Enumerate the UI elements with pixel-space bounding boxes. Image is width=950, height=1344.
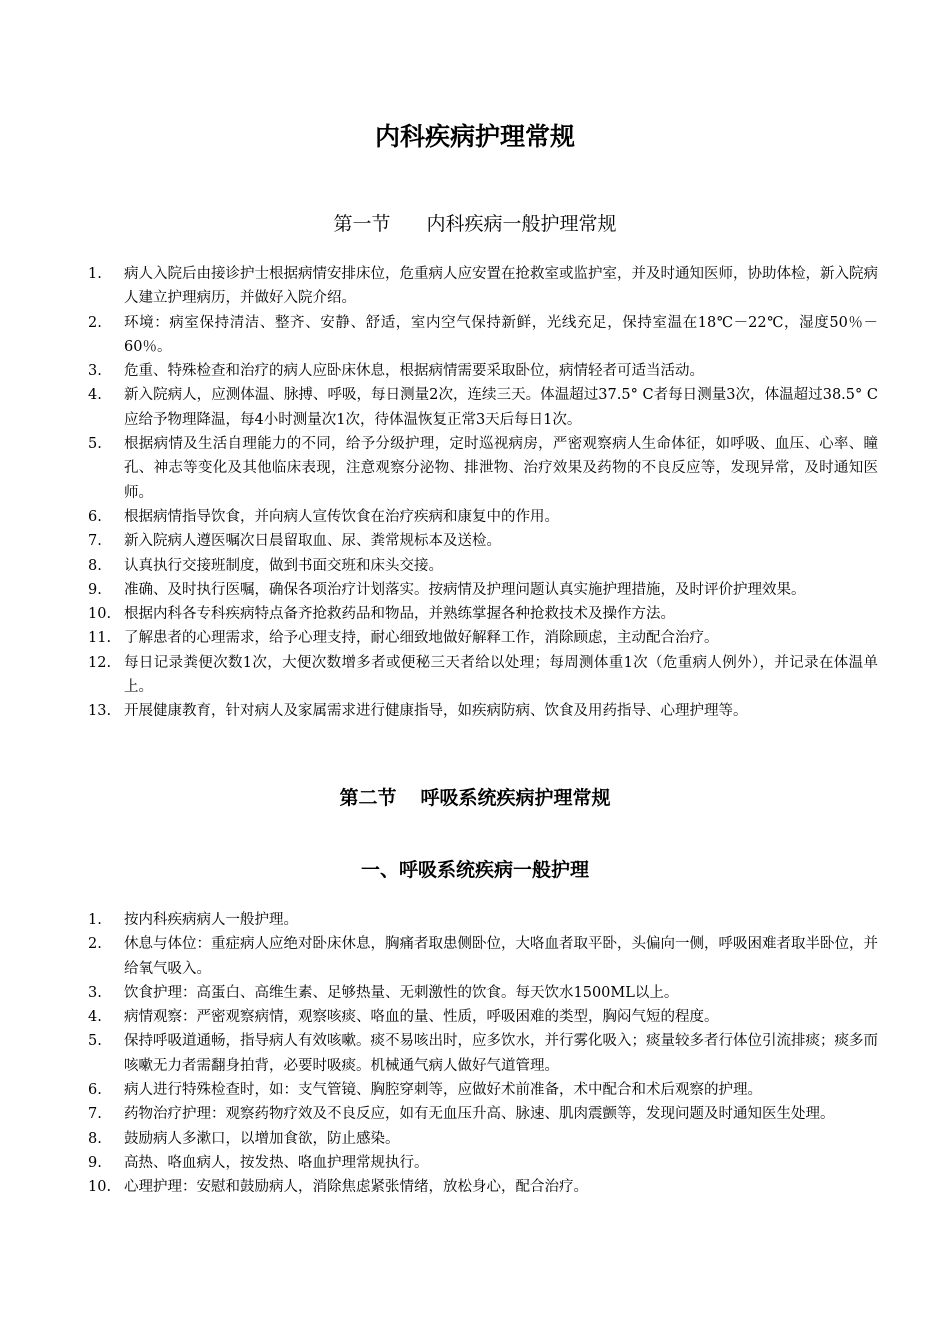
item-text: 认真执行交接班制度，做到书面交班和床头交接。 <box>124 557 443 574</box>
item-text: 按内科疾病病人一般护理。 <box>124 912 298 928</box>
list-item <box>88 1175 878 1199</box>
list-item <box>88 311 878 360</box>
list-item <box>88 1005 878 1029</box>
item-text: 病人入院后由接诊护士根据病情安排床位，危重病人应安置在抢救室或监护室，并及时通知医师，协助体检，新入院病人建立护理病历，并做好入院介绍。 <box>124 266 878 307</box>
item-number: 3. <box>88 984 102 1001</box>
list-item <box>88 699 878 723</box>
list-item <box>88 602 878 626</box>
list-item <box>88 626 878 650</box>
item-number: 10. <box>88 606 112 623</box>
item-number: 8. <box>88 1130 102 1147</box>
list-item <box>88 578 878 602</box>
item-number: 9. <box>88 581 102 598</box>
item-number: 7. <box>88 1106 102 1123</box>
section-1-title: 内科疾病一般护理常规 <box>426 213 617 235</box>
list-item <box>88 505 878 529</box>
list-item <box>88 383 878 432</box>
section-1-number: 第一节 <box>333 213 391 235</box>
document-title: 内科疾病护理常规 <box>374 122 575 151</box>
item-number: 11. <box>88 630 112 647</box>
item-text: 新入院病人遵医嘱次日晨留取血、尿、粪常规标本及送检。 <box>124 533 501 550</box>
item-number: 3. <box>88 363 102 380</box>
list-item <box>88 908 878 932</box>
list-item <box>88 359 878 383</box>
item-number: 4. <box>88 387 102 404</box>
item-number: 5. <box>88 436 102 453</box>
list-item <box>88 1102 878 1126</box>
list-item <box>88 981 878 1005</box>
list-item <box>88 932 878 981</box>
item-text: 开展健康教育，针对病人及家属需求进行健康指导，如疾病防病、饮食及用药指导、心理护理等。 <box>124 703 748 720</box>
item-text: 根据病情及生活自理能力的不同，给予分级护理，定时巡视病房，严密观察病人生命体征，如呼吸、血压、心率、瞳孔、神志等变化及其他临床表现，注意观察分泌物、排泄物、治疗效果及药物的不良反应等，发现异常，及时通知医师。 <box>124 436 878 501</box>
item-number: 7. <box>88 533 102 550</box>
list-item <box>88 262 878 311</box>
subsection-1-heading: 一、呼吸系统疾病一般护理 <box>360 859 589 881</box>
item-number: 13. <box>88 703 112 720</box>
item-number: 10. <box>88 1179 112 1196</box>
list-item <box>88 1029 878 1078</box>
list-item <box>88 529 878 553</box>
item-number: 4. <box>88 1009 102 1026</box>
list-item <box>88 651 878 700</box>
item-text: 新入院病人，应测体温、脉搏、呼吸，每日测量2次，连续三天。体温超过37.5° C者每日测量3次，体温超过38.5° C应给予物理降温，每4小时测量次1次，待体温恢复正常3天后每日1次。 <box>124 387 878 428</box>
item-text: 病情观察：严密观察病情，观察咳痰、咯血的量、性质，呼吸困难的类型，胸闷气短的程度。 <box>124 1009 719 1026</box>
item-text: 保持呼吸道通畅，指导病人有效咳嗽。痰不易咳出时，应多饮水，并行雾化吸入；痰量较多者行体位引流排痰；痰多而咳嗽无力者需翻身拍背，必要时吸痰。机械通气病人做好气道管理。 <box>124 1033 878 1074</box>
item-number: 12. <box>88 654 112 671</box>
item-number: 5. <box>88 1033 102 1050</box>
subsection-1-list <box>88 908 878 1200</box>
item-text: 准确、及时执行医嘱，确保各项治疗计划落实。按病情及护理问题认真实施护理措施，及时评价护理效果。 <box>124 581 806 598</box>
item-number: 1. <box>88 266 102 282</box>
item-text: 根据内科各专科疾病特点备齐抢救药品和物品，并熟练掌握各种抢救技术及操作方法。 <box>124 606 675 623</box>
item-number: 6. <box>88 1082 102 1099</box>
item-number: 9. <box>88 1154 102 1171</box>
section-1-heading <box>0 210 950 238</box>
item-text: 高热、咯血病人，按发热、咯血护理常规执行。 <box>124 1154 429 1171</box>
item-number: 2. <box>88 936 102 953</box>
item-number: 6. <box>88 508 102 525</box>
section-2-heading <box>0 784 950 812</box>
item-number: 1. <box>88 912 102 928</box>
list-item <box>88 432 878 505</box>
item-text: 鼓励病人多漱口，以增加食欲，防止感染。 <box>124 1130 400 1147</box>
item-text: 休息与体位：重症病人应绝对卧床休息，胸痛者取患侧卧位，大咯血者取平卧，头偏向一侧，呼吸困难者取半卧位，并给氧气吸入。 <box>124 936 878 977</box>
item-text: 环境：病室保持清洁、整齐、安静、舒适，室内空气保持新鲜，光线充足，保持室温在18℃－22℃，湿度50％－60％。 <box>124 314 878 355</box>
section-2-title: 呼吸系统疾病护理常规 <box>420 787 611 809</box>
section-1-list <box>88 262 878 724</box>
list-item <box>88 1151 878 1175</box>
item-text: 了解患者的心理需求，给予心理支持，耐心细致地做好解释工作，消除顾虑，主动配合治疗。 <box>124 630 719 647</box>
item-number: 8. <box>88 557 102 574</box>
item-number: 2. <box>88 314 102 331</box>
item-text: 每日记录粪便次数1次，大便次数增多者或便秘三天者给以处理；每周测体重1次（危重病人例外），并记录在体温单上。 <box>124 654 878 696</box>
section-2-number: 第二节 <box>339 787 397 809</box>
item-text: 根据病情指导饮食，并向病人宣传饮食在治疗疾病和康复中的作用。 <box>124 508 559 525</box>
item-text: 危重、特殊检查和治疗的病人应卧床休息，根据病情需要采取卧位，病情轻者可适当活动。 <box>124 363 704 380</box>
item-text: 心理护理：安慰和鼓励病人，消除焦虑紧张情绪，放松身心，配合治疗。 <box>124 1179 588 1196</box>
item-text: 饮食护理：高蛋白、高维生素、足够热量、无刺激性的饮食。每天饮水1500ML以上。 <box>124 984 679 1001</box>
list-item <box>88 1078 878 1102</box>
item-text: 病人进行特殊检查时，如：支气管镜、胸腔穿刺等，应做好术前准备，术中配合和术后观察的护理。 <box>124 1082 762 1099</box>
list-item <box>88 1127 878 1151</box>
item-text: 药物治疗护理：观察药物疗效及不良反应，如有无血压升高、脉速、肌肉震颤等，发现问题及时通知医生处理。 <box>124 1106 835 1123</box>
list-item <box>88 554 878 578</box>
